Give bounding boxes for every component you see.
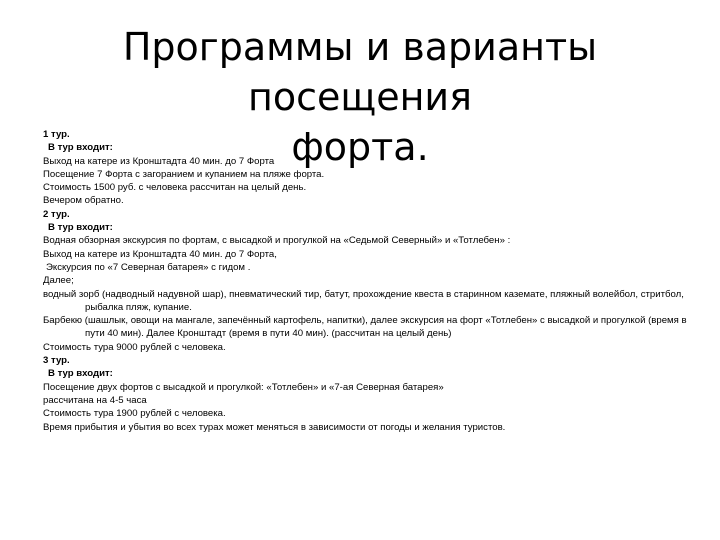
title-line-2: форта. (291, 125, 429, 169)
tour-2-price: Стоимость тура 9000 рублей с человека. (43, 341, 226, 353)
tour-3-duration: рассчитана на 4-5 часа (43, 394, 147, 406)
tour-1-price: Стоимость 1500 руб. с человека рассчитан на целый день. (43, 182, 307, 194)
tour-2-activities: водный зорб (надводный надувной шар), пневматический тир, батут, прохождение квеста в старинном каземате, пляжный волейбол, стритбол, рыбалка пляж, купание. (43, 288, 684, 313)
tour-1-line: Посещение 7 Форта с загоранием и купанием на пляже форта. (43, 168, 325, 180)
tour-2-heading: 2 тур. (43, 208, 70, 220)
tour-2-line: Водная обзорная экскурсия по фортам, с высадкой и прогулкой на «Седьмой Северный» и «Тотлебен» : (43, 235, 511, 247)
slide-body (43, 128, 698, 434)
tour-2-line: Далее; (43, 275, 74, 287)
tour-2-includes-label: В тур входит: (48, 222, 113, 234)
tour-1-line: Выход на катере из Кронштадта 40 мин. до 7 Форта (43, 155, 275, 167)
tour-2-line: Экскурсия по «7 Северная батарея» с гидом . (46, 261, 251, 273)
tour-3-line: Посещение двух фортов с высадкой и прогулкой: «Тотлебен» и «7-ая Северная батарея» (43, 381, 444, 393)
tour-3-includes-label: В тур входит: (48, 368, 113, 380)
title-line-1: Программы и варианты посещения (122, 25, 598, 119)
tour-1-includes-label: В тур входит: (48, 142, 113, 154)
tour-3-heading: 3 тур. (43, 355, 70, 367)
footnote: Время прибытия и убытия во всех турах может меняться в зависимости от погоды и желания туристов. (43, 421, 506, 433)
tour-2-barbecue: Барбекю (шашлык, овощи на мангале, запечённый картофель, напитки), далее экскурсия на форт «Тотлебен» с высадкой и прогулкой (время в пути 40 мин). Далее Кронштадт (время в пути 40 мин). (рассчитан на целый день) (43, 315, 687, 340)
tour-1-line: Вечером обратно. (43, 195, 124, 207)
tour-1-heading: 1 тур. (43, 129, 70, 140)
tour-2-line: Выход на катере из Кронштадта 40 мин. до 7 Форта, (43, 248, 277, 260)
tour-3-price: Стоимость тура 1900 рублей с человека. (43, 408, 226, 420)
